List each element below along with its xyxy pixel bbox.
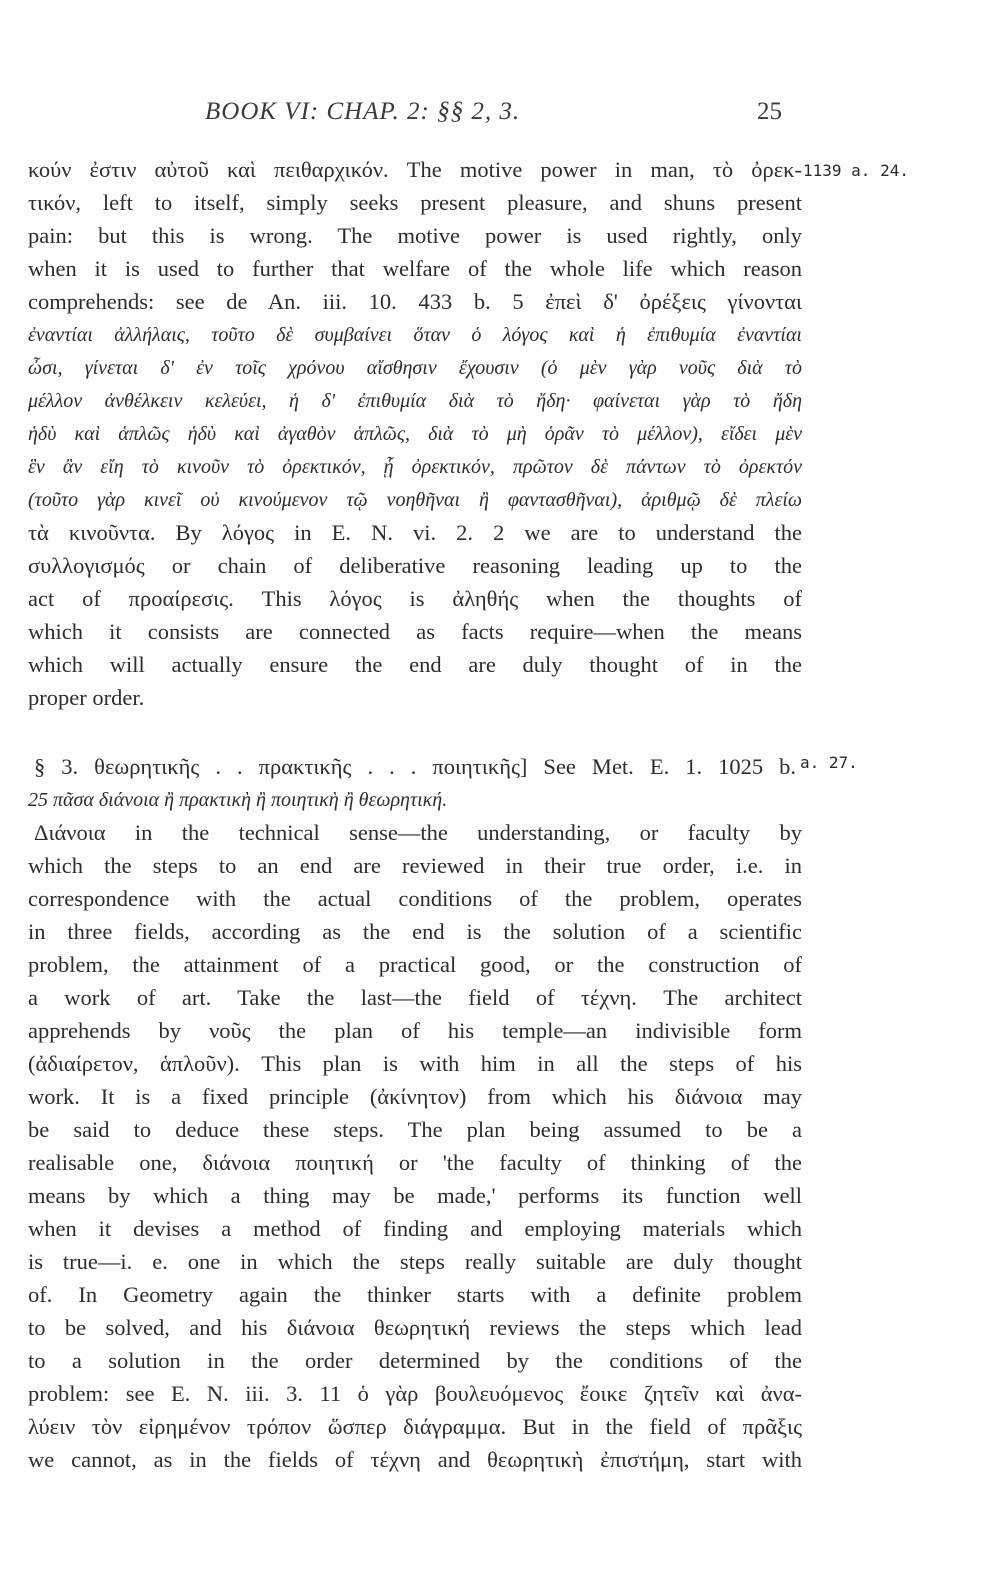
text-line: τικόν, left to itself, simply seeks present pleasure, and shuns present (28, 190, 802, 215)
text-line: μέλλον ἀνθέλκειν κελεύει, ἡ δ' ἐπιθυμία διὰ τὸ ἤδη· φαίνεται γὰρ τὸ ἤδη (28, 390, 802, 412)
text-line: 25 πᾶσα διάνοια ἢ πρακτικὴ ἢ ποιητικὴ ἢ θεωρητική. (28, 789, 448, 811)
text-line: ἓν ἂν εἴη τὸ κινοῦν τὸ ὀρεκτικόν, ᾗ ὀρεκτικόν, πρῶτον δὲ πάντων τὸ ὀρεκτόν (28, 456, 802, 478)
page-number: 25 (757, 98, 782, 125)
text-line: (ἀδιαίρετον, ἁπλοῦν). This plan is with him in all the steps of his (28, 1051, 802, 1076)
text-line: ὦσι, γίνεται δ' ἐν τοῖς χρόνου αἴσθησιν ἔχουσιν (ὁ μὲν γὰρ νοῦς διὰ τὸ (28, 357, 802, 379)
text-line: we cannot, as in the fields of τέχνη and θεωρητικὴ ἐπιστήμη, start with (28, 1447, 802, 1472)
text-line: pain: but this is wrong. The motive power is used rightly, only (28, 223, 802, 248)
text-line: correspondence with the actual conditions of the problem, operates (28, 886, 802, 911)
text-line: be said to deduce these steps. The plan being assumed to be a (28, 1117, 802, 1142)
text-line: Διάνοια in the technical sense—the understanding, or faculty by (34, 820, 802, 845)
text-line: ἐναντίαι ἀλλήλαις, τοῦτο δὲ συμβαίνει ὅταν ὁ λόγος καὶ ἡ ἐπιθυμία ἐναντίαι (28, 324, 802, 346)
margin-reference: a. 27. (800, 753, 858, 772)
text-line: proper order. (28, 685, 145, 710)
text-line: when it is used to further that welfare of the whole life which reason (28, 256, 802, 281)
running-head: BOOK VI: CHAP. 2: §§ 2, 3. (205, 98, 521, 125)
text-line: of. In Geometry again the thinker starts with a definite problem (28, 1282, 802, 1307)
text-line: work. It is a fixed principle (ἀκίνητον) from which his διάνοια may (28, 1084, 802, 1109)
text-line: which the steps to an end are reviewed in their true order, i.e. in (28, 853, 802, 878)
text-line: problem: see E. N. iii. 3. 11 ὁ γὰρ βουλευόμενος ἔοικε ζητεῖν καὶ ἀνα- (28, 1381, 802, 1406)
text-line: συλλογισμός or chain of deliberative reasoning leading up to the (28, 553, 802, 578)
text-line: κούν ἐστιν αὐτοῦ καὶ πειθαρχικόν. The motive power in man, τὸ ὀρεκ- (28, 157, 802, 182)
text-line: to be solved, and his διάνοια θεωρητική reviews the steps which lead (28, 1315, 802, 1340)
text-line: to a solution in the order determined by the conditions of the (28, 1348, 802, 1373)
text-line: § 3. θεωρητικῆς . . πρακτικῆς . . . ποιητικῆς] See Met. E. 1. 1025 b. (34, 754, 796, 779)
text-line: is true—i. e. one in which the steps really suitable are duly thought (28, 1249, 802, 1274)
text-line: realisable one, διάνοια ποιητική or 'the faculty of thinking of the (28, 1150, 802, 1175)
text-line: problem, the attainment of a practical good, or the construction of (28, 952, 802, 977)
text-line: in three fields, according as the end is the solution of a scientific (28, 919, 802, 944)
text-line: which will actually ensure the end are duly thought of in the (28, 652, 802, 677)
text-line: which it consists are connected as facts require—when the means (28, 619, 802, 644)
text-line: means by which a thing may be made,' performs its function well (28, 1183, 802, 1208)
text-line: apprehends by νοῦς the plan of his temple—an indivisible form (28, 1018, 802, 1043)
text-line: ἡδὺ καὶ ἁπλῶς ἡδὺ καὶ ἀγαθὸν ἁπλῶς, διὰ τὸ μὴ ὁρᾶν τὸ μέλλον), εἴδει μὲν (28, 423, 802, 445)
text-line: (τοῦτο γὰρ κινεῖ οὐ κινούμενον τῷ νοηθῆναι ἢ φαντασθῆναι), ἀριθμῷ δὲ πλείω (28, 489, 802, 511)
text-line: a work of art. Take the last—the field of τέχνη. The architect (28, 985, 802, 1010)
text-line: comprehends: see de An. iii. 10. 433 b. 5 ἐπεὶ δ' ὀρέξεις γίνονται (28, 289, 802, 314)
text-line: act of προαίρεσις. This λόγος is ἀληθής when the thoughts of (28, 586, 802, 611)
margin-reference: 1139 a. 24. (803, 161, 909, 180)
text-line: λύειν τὸν εἰρημένον τρόπον ὥσπερ διάγραμμα. But in the field of πρᾶξις (28, 1414, 802, 1439)
text-line: τὰ κινοῦντα. By λόγος in E. N. vi. 2. 2 we are to understand the (28, 520, 802, 545)
text-line: when it devises a method of finding and employing materials which (28, 1216, 802, 1241)
